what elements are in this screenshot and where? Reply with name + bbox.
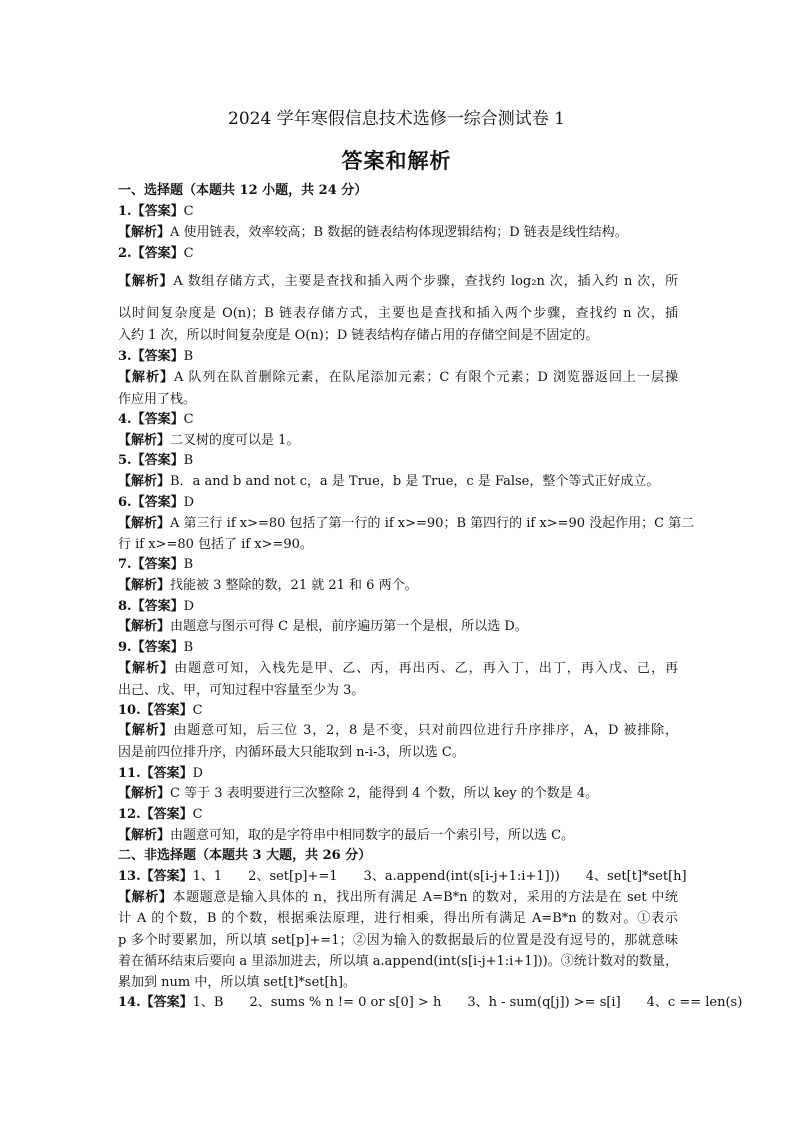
- text-line: [118, 974, 678, 992]
- line-text: 以时间复杂度是 O(n)；B 链表存储方式，主要也是查找和插入两个步骤，查找约 n 次，插: [118, 306, 678, 321]
- answer-line: [118, 224, 678, 242]
- line-text: 计 A 的个数，B 的个数，根据乘法原理，进行相乘，得出所有满足 A=B*n 的数对。①表示: [118, 911, 678, 926]
- answer-line: [118, 411, 678, 429]
- answer-line: [118, 203, 678, 221]
- line-label: 【解析】: [118, 578, 171, 593]
- line-text: 1、B 2、sums % n != 0 or s[0] > h 3、h - sum(q[j]) >= s[i] 4、c == len(s): [192, 995, 743, 1010]
- line-label: 11.【答案】: [118, 766, 193, 781]
- line-text: 累加到 num 中，所以填 set[t]*set[h]。: [118, 975, 357, 990]
- text-line: [118, 327, 678, 345]
- line-label: 6.【答案】: [118, 495, 184, 510]
- line-text: 由题意可知，入栈先是甲、乙、丙，再出丙、乙，再入丁，出丁，再入戊、己，再: [174, 661, 678, 676]
- line-text: B: [183, 349, 194, 364]
- line-text: 由题意与图示可得 C 是根，前序遍历第一个是根，所以选 D。: [170, 619, 528, 634]
- line-label: 【解析】: [118, 661, 175, 676]
- line-text: 本题题意是输入具体的 n，找出所有满足 A=B*n 的数对，采用的方法是在 set 中统: [172, 890, 678, 905]
- line-label: 【解析】: [118, 619, 171, 634]
- line-text: B: [183, 557, 194, 572]
- line-text: A 数组存储方式，主要是查找和插入两个步骤，查找约 log₂n 次，插入约 n 次，所: [173, 274, 678, 289]
- answer-line: [118, 618, 678, 636]
- answer-line: [118, 785, 678, 803]
- line-label: 12.【答案】: [118, 807, 193, 822]
- line-text: B: [183, 453, 194, 468]
- text-line: [118, 682, 678, 700]
- answer-line: [118, 245, 678, 263]
- answer-line: [118, 369, 678, 387]
- answer-line: [118, 473, 678, 491]
- line-label: 14.【答案】: [118, 995, 193, 1010]
- line-text: C: [192, 703, 203, 718]
- answer-line: [118, 432, 678, 450]
- line-text: 由题意可知，后三位 3，2，8 是不变，只对前四位进行升序排序，A，D 被排除，: [173, 723, 678, 738]
- answer-line: [118, 598, 678, 616]
- line-label: 一、选择题（本题共 12 小题，共 24 分）: [118, 183, 368, 198]
- line-text: B: [183, 640, 194, 655]
- line-label: 【解析】: [118, 474, 171, 489]
- line-text: 由题意可知，取的是字符串中相同数字的最后一个索引号，所以选 C。: [170, 828, 575, 843]
- answer-line: [118, 806, 678, 824]
- text-line: [118, 910, 678, 928]
- answer-line: [118, 765, 678, 783]
- line-label: 【解析】: [118, 225, 171, 240]
- line-label: 4.【答案】: [118, 412, 184, 427]
- line-text: 行 if x>=80 包括了 if x>=90。: [118, 537, 313, 552]
- line-label: 1.【答案】: [118, 204, 184, 219]
- answer-line: [118, 639, 678, 657]
- line-text: C: [192, 807, 203, 822]
- text-line: [118, 536, 678, 554]
- line-text: C: [183, 246, 194, 261]
- answer-line: [118, 889, 678, 907]
- text-line: [118, 953, 678, 971]
- line-label: 【解析】: [118, 890, 173, 905]
- page-subtitle: 答案和解析: [341, 148, 452, 173]
- answer-line: [118, 827, 678, 845]
- line-label: 2.【答案】: [118, 246, 184, 261]
- answer-line: [118, 577, 678, 595]
- line-text: p 多个时要累加，所以填 set[p]+=1；②因为输入的数据最后的位置是没有逗号的，那就意味: [118, 933, 678, 948]
- answer-line: [118, 868, 687, 886]
- answer-line: [118, 660, 678, 678]
- line-text: 出己、戊、甲，可知过程中容量至少为 3。: [118, 683, 365, 698]
- line-label: 【解析】: [118, 433, 171, 448]
- line-label: 8.【答案】: [118, 599, 184, 614]
- text-line: [118, 305, 678, 323]
- line-text: D: [183, 599, 195, 614]
- answer-line: [118, 348, 678, 366]
- answer-line: [118, 273, 678, 291]
- line-label: 【解析】: [118, 786, 171, 801]
- line-text: D: [183, 495, 195, 510]
- line-label: 【解析】: [118, 274, 174, 289]
- line-label: 10.【答案】: [118, 703, 193, 718]
- text-line: [118, 744, 678, 762]
- line-text: C 等于 3 表明要进行三次整除 2，能得到 4 个数，所以 key 的个数是 4。: [170, 786, 599, 801]
- line-text: A 使用链表，效率较高；B 数据的链表结构体现逻辑结构；D 链表是线性结构。: [170, 225, 628, 240]
- line-text: 因是前四位排升序，内循环最大只能取到 n-i-3，所以选 C。: [118, 745, 465, 760]
- line-text: 入约 1 次，所以时间复杂度是 O(n)；D 链表结构存储占用的存储空间是不固定的。: [118, 328, 599, 343]
- answer-line: [118, 702, 678, 720]
- line-text: 着在循环结束后要向 a 里添加进去，所以填 a.append(int(s[i-j+1:i+1]))。③统计数对的数量，: [118, 954, 678, 969]
- answer-line: [118, 452, 678, 470]
- text-line: [118, 932, 678, 950]
- answer-line: [118, 556, 678, 574]
- line-text: 找能被 3 整除的数，21 就 21 和 6 两个。: [170, 578, 418, 593]
- line-text: C: [183, 204, 194, 219]
- line-label: 13.【答案】: [118, 869, 193, 884]
- line-label: 【解析】: [118, 723, 174, 738]
- line-text: C: [183, 412, 194, 427]
- line-text: 作应用了栈。: [118, 392, 197, 407]
- line-label: 二、非选择题（本题共 3 大题，共 26 分）: [118, 848, 372, 863]
- page-title: 2024 学年寒假信息技术选修一综合测试卷 1: [228, 109, 565, 129]
- line-label: 3.【答案】: [118, 349, 184, 364]
- line-text: B．a and b and not c，a 是 True，b 是 True，c 是 False，整个等式正好成立。: [170, 474, 660, 489]
- line-text: A 第三行 if x>=80 包括了第一行的 if x>=90；B 第四行的 if x>=90 没起作用；C 第二: [170, 516, 695, 531]
- line-label: 9.【答案】: [118, 640, 184, 655]
- line-text: D: [192, 766, 204, 781]
- answer-line: [118, 494, 678, 512]
- answer-line: [118, 994, 743, 1012]
- line-label: 【解析】: [118, 828, 171, 843]
- line-label: 【解析】: [118, 516, 171, 531]
- answer-line: [118, 722, 678, 740]
- line-text: 1、1 2、set[p]+=1 3、a.append(int(s[i-j+1:i+1])) 4、set[t]*set[h]: [192, 869, 687, 884]
- section-heading: [118, 182, 678, 200]
- line-text: A 队列在队首删除元素，在队尾添加元素；C 有限个元素；D 浏览器返回上一层操: [173, 370, 678, 385]
- section-heading: [118, 847, 678, 865]
- line-label: 【解析】: [118, 370, 174, 385]
- line-label: 5.【答案】: [118, 453, 184, 468]
- answer-line: [118, 515, 695, 533]
- line-text: 二叉树的度可以是 1。: [170, 433, 300, 448]
- line-label: 7.【答案】: [118, 557, 184, 572]
- text-line: [118, 391, 678, 409]
